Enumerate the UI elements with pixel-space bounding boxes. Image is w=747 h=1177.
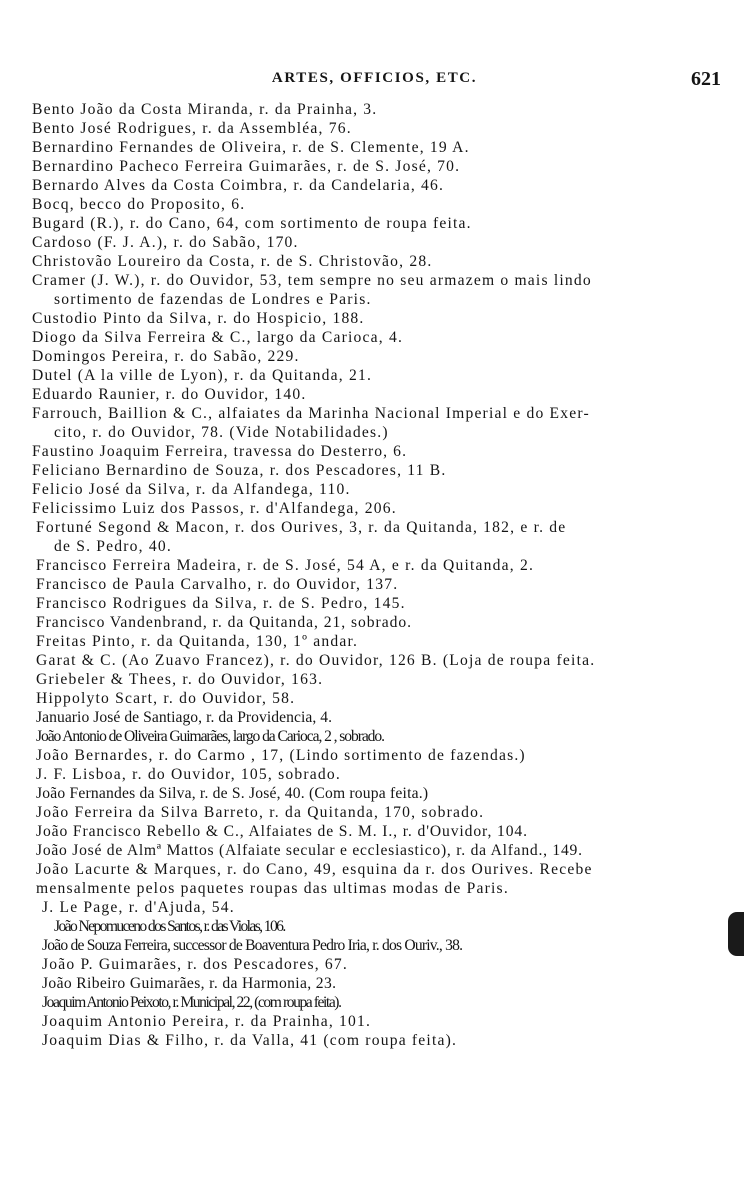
entry-text: Felicio José da Silva, r. da Alfandega, 110. (32, 481, 351, 498)
directory-list (0, 100, 747, 1050)
directory-entry (0, 841, 747, 860)
entry-text: Custodio Pinto da Silva, r. do Hospicio, 188. (32, 310, 365, 327)
entry-text: Bernardino Pacheco Ferreira Guimarães, r. de S. José, 70. (32, 158, 461, 175)
entry-text: Fortuné Segond & Macon, r. dos Ourives, 3, r. da Quitanda, 182, e r. de (36, 519, 567, 536)
directory-entry (0, 708, 747, 727)
entry-text: Januario José de Santiago, r. da Providencia, 4. (36, 709, 333, 726)
directory-entry (0, 632, 747, 651)
entry-text: João Nepomuceno dos Santos, r. das Violas, 106. (54, 918, 285, 935)
entry-text: Domingos Pereira, r. do Sabão, 229. (32, 348, 300, 365)
directory-entry (0, 594, 747, 613)
entry-continuation: mensalmente pelos paquetes roupas das ultimas modas de Paris. (36, 880, 509, 897)
entry-text: João Fernandes da Silva, r. de S. José, 40. (Com roupa feita.) (36, 785, 429, 802)
entry-text: Garat & C. (Ao Zuavo Francez), r. do Ouvidor, 126 B. (Loja de roupa feita. (36, 652, 596, 669)
entry-text: Joaquim Dias & Filho, r. da Valla, 41 (com roupa feita). (42, 1032, 458, 1049)
entry-text: Bento José Rodrigues, r. da Assembléa, 76. (32, 120, 352, 137)
directory-entry (0, 670, 747, 689)
directory-entry (0, 556, 747, 575)
entry-text: Farrouch, Baillion & C., alfaiates da Marinha Nacional Imperial e do Exer- (32, 405, 590, 422)
directory-entry (0, 385, 747, 404)
directory-entry (0, 803, 747, 822)
directory-entry (0, 442, 747, 461)
entry-text: J. Le Page, r. d'Ajuda, 54. (42, 899, 235, 916)
entry-text: Hippolyto Scart, r. do Ouvidor, 58. (36, 690, 296, 707)
entry-text: João Francisco Rebello & C., Alfaiates de S. M. I., r. d'Ouvidor, 104. (36, 823, 528, 840)
directory-entry (0, 651, 747, 670)
running-head (28, 70, 721, 96)
directory-entry (0, 575, 747, 594)
directory-entry (0, 898, 747, 917)
directory-entry (0, 347, 747, 366)
directory-entry (0, 214, 747, 233)
directory-entry (0, 518, 747, 556)
entry-text: Bernardo Alves da Costa Coimbra, r. da Candelaria, 46. (32, 177, 445, 194)
page-edge-mark (728, 912, 744, 956)
directory-entry (0, 119, 747, 138)
directory-entry (0, 727, 747, 746)
directory-entry (0, 480, 747, 499)
directory-entry (0, 100, 747, 119)
entry-text: João de Souza Ferreira, successor de Boaventura Pedro Iria, r. dos Ouriv., 38. (42, 937, 463, 954)
directory-entry (0, 328, 747, 347)
entry-text: João P. Guimarães, r. dos Pescadores, 67. (42, 956, 349, 973)
entry-text: João Ribeiro Guimarães, r. da Harmonia, 23. (42, 975, 337, 992)
entry-text: Francisco Vandenbrand, r. da Quitanda, 21, sobrado. (36, 614, 412, 631)
entry-text: Griebeler & Thees, r. do Ouvidor, 163. (36, 671, 324, 688)
entry-text: Faustino Joaquim Ferreira, travessa do Desterro, 6. (32, 443, 408, 460)
entry-text: Bocq, becco do Proposito, 6. (32, 196, 246, 213)
directory-entry (0, 157, 747, 176)
directory-entry (0, 499, 747, 518)
entry-text: Freitas Pinto, r. da Quitanda, 130, 1º andar. (36, 633, 359, 650)
directory-entry (0, 233, 747, 252)
entry-text: Cramer (J. W.), r. do Ouvidor, 53, tem sempre no seu armazem o mais lindo (32, 272, 592, 289)
entry-text: Francisco de Paula Carvalho, r. do Ouvidor, 137. (36, 576, 399, 593)
directory-entry (0, 138, 747, 157)
directory-entry (0, 746, 747, 765)
directory-entry (0, 784, 747, 803)
entry-text: Eduardo Raunier, r. do Ouvidor, 140. (32, 386, 307, 403)
directory-entry (0, 974, 747, 993)
entry-text: Dutel (A la ville de Lyon), r. da Quitanda, 21. (32, 367, 373, 384)
directory-entry (0, 955, 747, 974)
directory-entry (0, 860, 747, 898)
entry-text: Felicissimo Luiz dos Passos, r. d'Alfandega, 206. (32, 500, 397, 517)
directory-entry (0, 1031, 747, 1050)
entry-text: Feliciano Bernardino de Souza, r. dos Pescadores, 11 B. (32, 462, 447, 479)
directory-entry (0, 252, 747, 271)
directory-entry (0, 1012, 747, 1031)
directory-entry (0, 176, 747, 195)
directory-entry (0, 366, 747, 385)
directory-entry (0, 195, 747, 214)
directory-entry (0, 461, 747, 480)
entry-continuation: sortimento de fazendas de Londres e Paris. (54, 291, 372, 308)
directory-entry (0, 917, 747, 936)
entry-continuation: de S. Pedro, 40. (54, 538, 172, 555)
directory-entry (0, 271, 747, 309)
entry-text: Francisco Rodrigues da Silva, r. de S. Pedro, 145. (36, 595, 406, 612)
directory-entry (0, 613, 747, 632)
entry-text: João Antonio de Oliveira Guimarães, largo da Carioca, 2 , sobrado. (36, 728, 384, 745)
entry-text: Christovão Loureiro da Costa, r. de S. Christovão, 28. (32, 253, 433, 270)
directory-entry (0, 993, 747, 1012)
directory-entry (0, 404, 747, 442)
entry-text: João Ferreira da Silva Barreto, r. da Quitanda, 170, sobrado. (36, 804, 485, 821)
directory-entry (0, 309, 747, 328)
entry-text: Joaquim Antonio Pereira, r. da Prainha, 101. (42, 1013, 372, 1030)
section-title: ARTES, OFFICIOS, ETC. (271, 70, 478, 86)
entry-text: Cardoso (F. J. A.), r. do Sabão, 170. (32, 234, 299, 251)
entry-text: Bernardino Fernandes de Oliveira, r. de S. Clemente, 19 A. (32, 139, 470, 156)
entry-text: Bento João da Costa Miranda, r. da Prainha, 3. (32, 101, 378, 118)
directory-entry (0, 765, 747, 784)
entry-text: Diogo da Silva Ferreira & C., largo da Carioca, 4. (32, 329, 404, 346)
entry-text: João Lacurte & Marques, r. do Cano, 49, esquina da r. dos Ourives. Recebe (36, 861, 593, 878)
entry-text: Joaquim Antonio Peixoto, r. Municipal, 22, (com roupa feita). (42, 994, 341, 1011)
entry-text: João Bernardes, r. do Carmo , 17, (Lindo sortimento de fazendas.) (36, 747, 526, 764)
entry-text: Francisco Ferreira Madeira, r. de S. José, 54 A, e r. da Quitanda, 2. (36, 557, 535, 574)
directory-entry (0, 689, 747, 708)
directory-entry (0, 936, 747, 955)
entry-continuation: cito, r. do Ouvidor, 78. (Vide Notabilidades.) (54, 424, 389, 441)
entry-text: Bugard (R.), r. do Cano, 64, com sortimento de roupa feita. (32, 215, 472, 232)
entry-text: João José de Almª Mattos (Alfaiate secular e ecclesiastico), r. da Alfand., 149. (36, 842, 583, 859)
entry-text: J. F. Lisboa, r. do Ouvidor, 105, sobrado. (36, 766, 341, 783)
directory-entry (0, 822, 747, 841)
page-number: 621 (691, 68, 721, 90)
